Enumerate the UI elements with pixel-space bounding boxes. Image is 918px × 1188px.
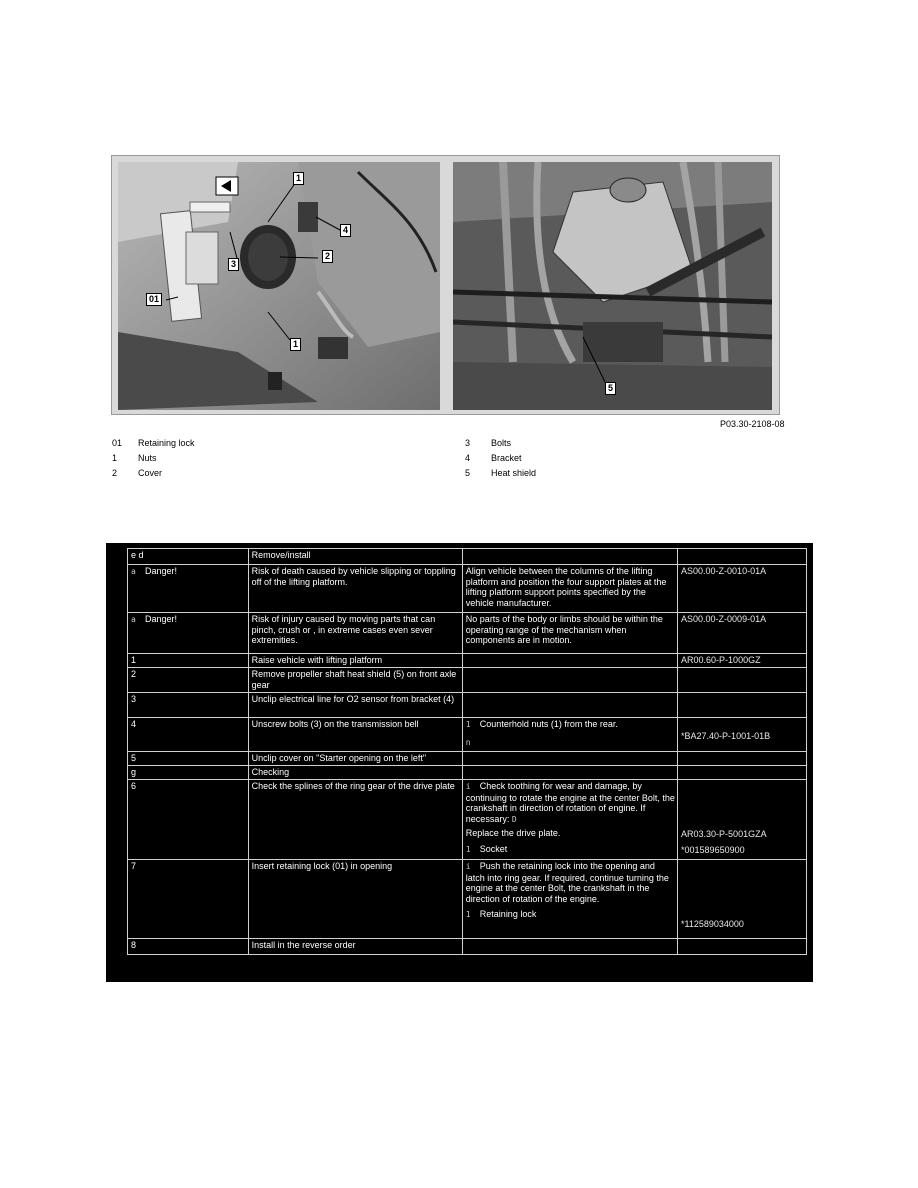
table-row — [128, 668, 807, 693]
tool-icon: 1 — [465, 720, 471, 729]
warning-icon: a — [131, 615, 136, 624]
table-row — [128, 939, 807, 955]
step-text: Check the splines of the ring gear of the drive plate — [248, 780, 462, 860]
step-text: Remove propeller shaft heat shield (5) on front axle gear — [248, 668, 462, 693]
info-icon: i — [465, 862, 471, 871]
tool-icon: 1 — [465, 910, 471, 919]
step-text: Risk of injury caused by moving parts that can pinch, crush or , in extreme cases even sever extremities. — [248, 613, 462, 654]
callout-heat-shield: 5 — [605, 382, 616, 395]
step-number: 2 — [128, 668, 249, 693]
table-row — [128, 860, 807, 939]
table-row — [128, 613, 807, 654]
table-row — [128, 718, 807, 752]
step-number: 7 — [128, 860, 249, 939]
callout-nuts-top: 1 — [293, 172, 304, 185]
step-number: 8 — [128, 939, 249, 955]
step-text: Unclip cover on "Starter opening on the left" — [248, 752, 462, 766]
header-title: Remove/install — [248, 549, 462, 565]
document-reference-link[interactable]: AR03.30-P-5001GZA — [681, 829, 767, 839]
step-text: Raise vehicle with lifting platform — [248, 654, 462, 668]
step-note: Check toothing for wear and damage, by continuing to rotate the engine at the center Bolt, the crankshaft in direction of rotation of engine. If necessary: — [465, 781, 675, 824]
step-text: Insert retaining lock (01) in opening — [248, 860, 462, 939]
danger-label: Danger! — [145, 614, 178, 624]
document-reference-link[interactable]: AR00.60-P-1000GZ — [678, 654, 807, 668]
procedure-figure — [111, 155, 780, 415]
section-label: Checking — [248, 766, 462, 780]
table-row — [128, 780, 807, 860]
tool-label: Socket — [479, 843, 508, 854]
tool-icon: 1 — [465, 844, 471, 854]
arrow-icon: D — [511, 814, 517, 824]
step-text: Unscrew bolts (3) on the transmission bell — [248, 718, 462, 752]
table-row — [128, 565, 807, 613]
step-note: Push the retaining lock into the opening and latch into ring gear. If required, continue turning the engine at the center Bolt, the crankshaft in the direction of rotation of the engine. — [465, 861, 669, 904]
checking-icon: g — [128, 766, 249, 780]
procedure-table — [127, 548, 807, 955]
warning-icon: a — [131, 567, 136, 576]
step-text: Unclip electrical line for O2 sensor from bracket (4) — [248, 693, 462, 718]
note-icon: n — [465, 737, 471, 747]
table-row — [128, 693, 807, 718]
step-text: Install in the reverse order — [248, 939, 462, 955]
step-number: 4 — [128, 718, 249, 752]
table-header-row — [128, 549, 807, 565]
figure-code: P03.30-2108-08 — [720, 419, 785, 429]
tool-label: Retaining lock — [479, 909, 537, 919]
step-instruction: Replace the drive plate. — [465, 828, 561, 838]
tool-part-number[interactable]: *001589650900 — [681, 844, 745, 855]
callout-bolts: 3 — [228, 258, 239, 271]
step-note: Align vehicle between the columns of the lifting platform and position the four support plates at the lifting platform support points specified by the vehicle manufacturer. — [462, 565, 677, 613]
transmission-bell-photo — [118, 162, 440, 410]
procedure-table-panel — [106, 543, 813, 982]
callout-nuts-bottom: 1 — [290, 338, 301, 351]
document-reference-link[interactable]: *BA27.40-P-1001-01B — [681, 731, 771, 741]
header-marks: e d — [128, 549, 249, 565]
table-row — [128, 752, 807, 766]
step-number: 6 — [128, 780, 249, 860]
document-reference-link[interactable]: AS00.00-Z-0009-01A — [678, 613, 807, 654]
underbody-photo — [453, 162, 772, 410]
step-text: Risk of death caused by vehicle slipping or toppling off of the lifting platform. — [248, 565, 462, 613]
step-number: 5 — [128, 752, 249, 766]
step-note: Counterhold nuts (1) from the rear. — [479, 719, 618, 729]
tool-part-number[interactable]: *112589034000 — [681, 919, 744, 929]
table-row — [128, 654, 807, 668]
step-number: 1 — [128, 654, 249, 668]
step-note: No parts of the body or limbs should be within the operating range of the mechanism when components are in motion. — [462, 613, 677, 654]
callout-cover: 2 — [322, 250, 333, 263]
info-icon: i — [465, 782, 471, 791]
table-row — [128, 766, 807, 780]
callout-retaining-lock: 01 — [146, 293, 162, 306]
step-number: 3 — [128, 693, 249, 718]
document-reference-link[interactable]: AS00.00-Z-0010-01A — [678, 565, 807, 613]
danger-label: Danger! — [145, 566, 178, 576]
callout-bracket: 4 — [340, 224, 351, 237]
